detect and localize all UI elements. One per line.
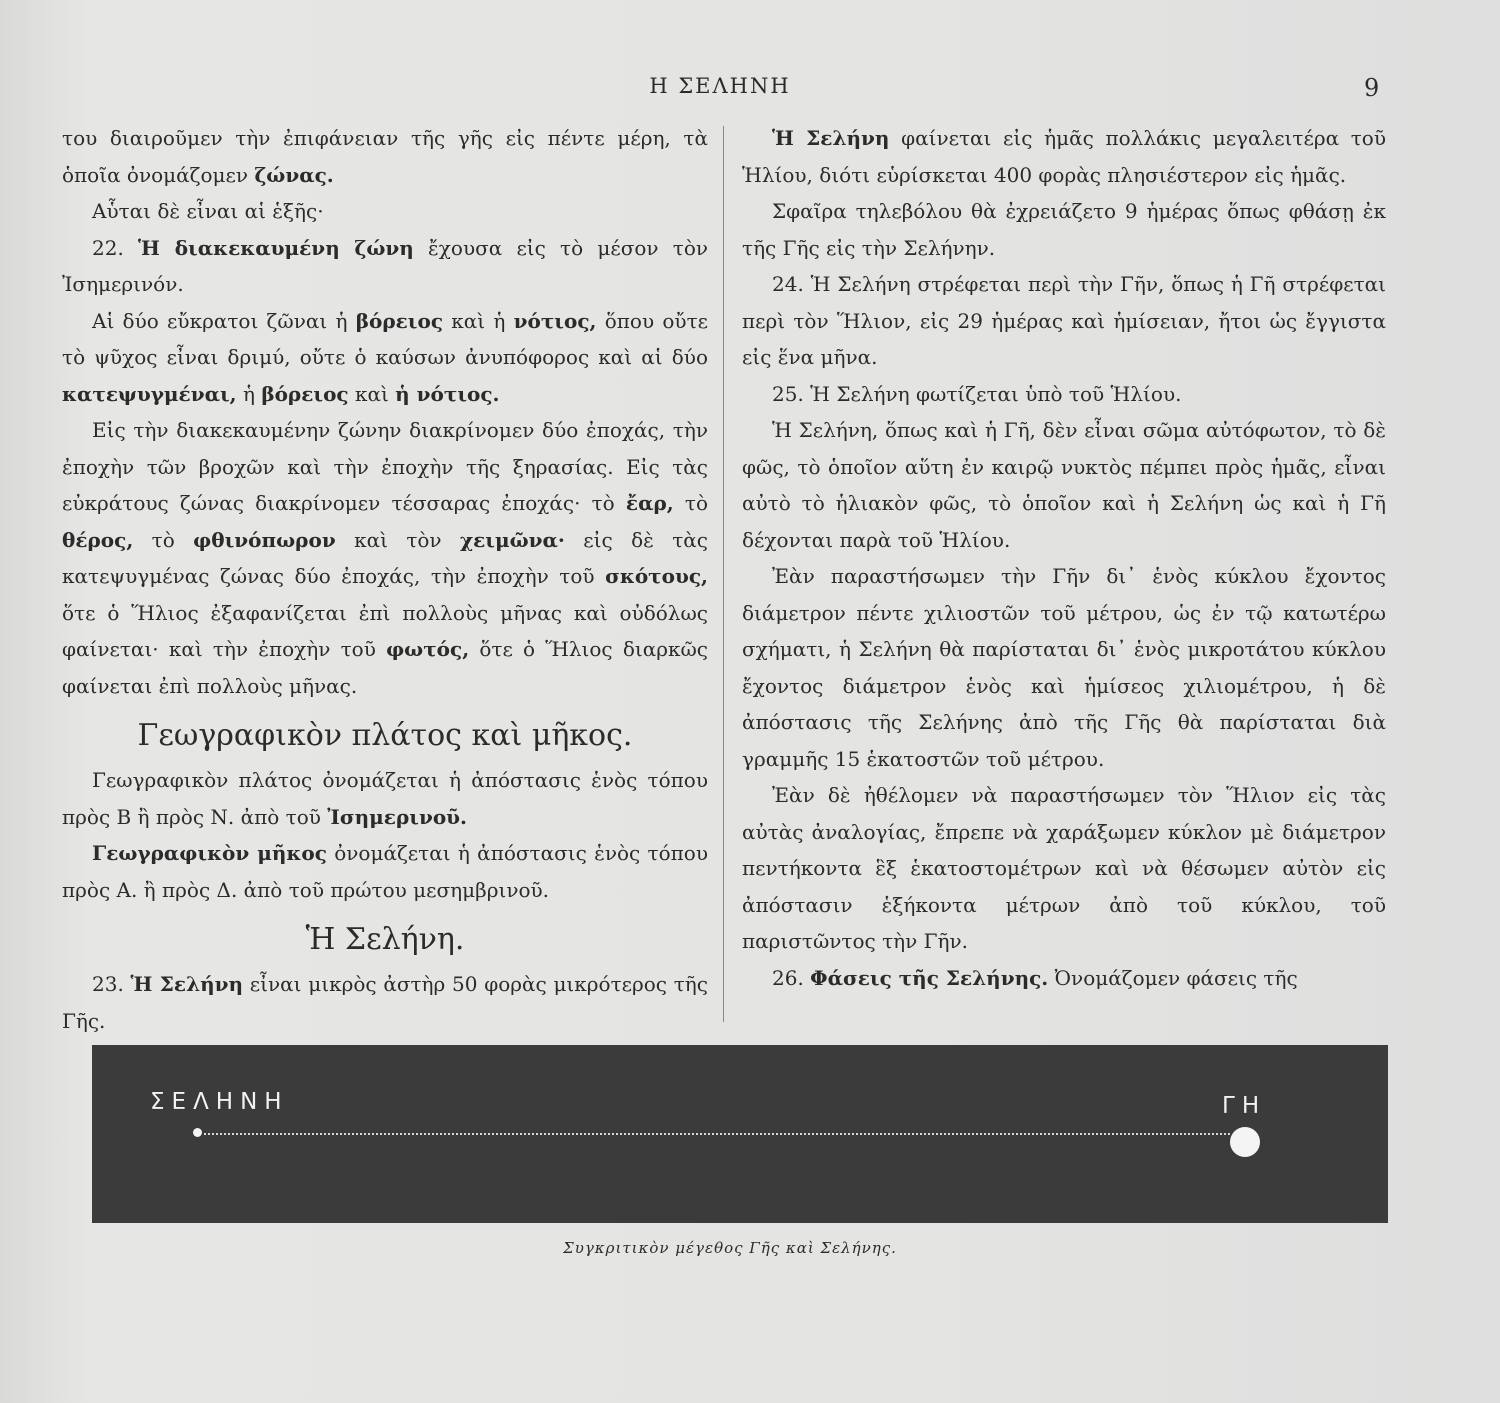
running-header: Η ΣΕΛΗΝΗ — [649, 74, 791, 98]
paragraph: Ἡ Σελήνη, ὅπως καὶ ἡ Γῆ, δὲν εἶναι σῶμα αὐτόφωτον, τὸ δὲ φῶς, τὸ ὁποῖον αὕτη ἐν καιρῷ νυκτὸς πέμπει πρὸς ἡμᾶς, εἶναι αὐτὸ τὸ ἡλιακὸν φῶς, τὸ ὁποῖον καὶ ἡ Σελήνη ὡς καὶ ἡ Γῆ δέχονται παρὰ τοῦ Ἡλίου. — [742, 418, 1386, 552]
moon-earth-figure — [92, 1045, 1388, 1223]
right-column — [742, 120, 1386, 996]
paragraph: του διαιροῦμεν τὴν ἐπιφάνειαν τῆς γῆς εἰς πέντε μέρη, τὰ ὁποῖα ὀνομάζομεν ζώνας. — [62, 126, 708, 187]
figure-caption: Συγκριτικὸν μέγεθος Γῆς καὶ Σελήνης. — [563, 1239, 897, 1257]
paragraph: Ἐὰν παραστήσωμεν τὴν Γῆν δι᾽ ἑνὸς κύκλου ἔχοντος διάμετρον πέντε χιλιοστῶν τοῦ μέτρου, ὡς ἐν τῷ κατωτέρω σχήματι, ἡ Σελήνη θὰ παρίσταται δι᾽ ἑνὸς μικροτάτου κύκλου ἔχοντος διάμετρον ἑνὸς καὶ ἡμίσεος χιλιομέτρου, ἡ δὲ ἀπόστασις τῆς Σελήνης ἀπὸ τῆς Γῆς θὰ παρίσταται διὰ γραμμῆς 15 ἑκατοστῶν τοῦ μέτρου. — [742, 564, 1386, 771]
column-divider — [723, 126, 724, 1022]
distance-line — [204, 1133, 1230, 1135]
paragraph: Γεωγραφικὸν μῆκος ὀνομάζεται ἡ ἀπόστασις ἑνὸς τόπου πρὸς Α. ἢ πρὸς Δ. ἀπὸ τοῦ πρώτου μεσημβρινοῦ. — [62, 841, 709, 902]
moon-dot — [193, 1128, 202, 1137]
paragraph: 26. Φάσεις τῆς Σελήνης. Ὀνομάζομεν φάσεις τῆς — [772, 965, 1298, 990]
left-column — [62, 120, 708, 1039]
section-heading-geography: Γεωγραφικὸν πλάτος καὶ μῆκος. — [137, 718, 633, 753]
paragraph: 25. Ἡ Σελήνη φωτίζεται ὑπὸ τοῦ Ἡλίου. — [772, 381, 1182, 406]
paragraph: 23. Ἡ Σελήνη εἶναι μικρὸς ἀστὴρ 50 φορὰς μικρότερος τῆς Γῆς. — [62, 972, 708, 1033]
paragraph: Ἐὰν δὲ ἠθέλομεν νὰ παραστήσωμεν τὸν Ἥλιον εἰς τὰς αὐτὰς ἀναλογίας, ἔπρεπε νὰ χαράξωμεν κύκλον μὲ διάμετρον πεντήκοντα ἓξ ἑκατοστομέτρων καὶ νὰ θέσωμεν αὐτὸν εἰς ἀπόστασιν ἑξήκοντα μέτρων ἀπὸ τοῦ κύκλου, τοῦ παριστῶντος τὴν Γῆν. — [742, 783, 1386, 953]
paragraph: 22. Ἡ διακεκαυμένη ζώνη ἔχουσα εἰς τὸ μέσον τὸν Ἰσημερινόν. — [62, 235, 709, 296]
earth-dot — [1230, 1127, 1260, 1157]
paragraph: Σφαῖρα τηλεβόλου θὰ ἐχρειάζετο 9 ἡμέρας ὅπως φθάσῃ ἐκ τῆς Γῆς εἰς τὴν Σελήνην. — [742, 199, 1386, 260]
paragraph: Ἡ Σελήνη φαίνεται εἰς ἡμᾶς πολλάκις μεγαλειτέρα τοῦ Ἡλίου, διότι εὑρίσκεται 400 φορὰς πλησιέστερον εἰς ἡμᾶς. — [742, 126, 1387, 187]
paragraph: Αἱ δύο εὔκρατοι ζῶναι ἡ βόρειος καὶ ἡ νότιος, ὅπου οὔτε τὸ ψῦχος εἶναι δριμύ, οὔτε ὁ καύσων ἀνυπόφορος καὶ αἱ δύο κατεψυγμέναι, ἡ βόρειος καὶ ἡ νότιος. — [62, 308, 709, 406]
earth-label: ΓΗ — [1222, 1093, 1267, 1119]
paragraph: Εἰς τὴν διακεκαυμένην ζώνην διακρίνομεν δύο ἐποχάς, τὴν ἐποχὴν τῶν βροχῶν καὶ τὴν ἐποχὴν τῆς ξηρασίας. Εἰς τὰς εὐκράτους ζώνας διακρίνομεν τέσσαρας ἐποχάς· τὸ ἔαρ, τὸ θέρος, τὸ φθινόπωρον καὶ τὸν χειμῶνα· εἰς δὲ τὰς κατεψυγμένας ζώνας δύο ἐποχάς, τὴν ἐποχὴν τοῦ σκότους, ὅτε ὁ Ἥλιος ἐξαφανίζεται ἐπὶ πολλοὺς μῆνας καὶ οὐδόλως φαίνεται· καὶ τὴν ἐποχὴν τοῦ φωτός, ὅτε ὁ Ἥλιος διαρκῶς φαίνεται ἐπὶ πολλοὺς μῆνας. — [62, 418, 709, 698]
moon-label: ΣΕΛΗΝΗ — [150, 1089, 289, 1115]
paragraph: 24. Ἡ Σελήνη στρέφεται περὶ τὴν Γῆν, ὅπως ἡ Γῆ στρέφεται περὶ τὸν Ἥλιον, εἰς 29 ἡμέρας καὶ ἡμίσειαν, ἤτοι ὡς ἔγγιστα εἰς ἕνα μῆνα. — [742, 272, 1386, 369]
paragraph: Αὗται δὲ εἶναι αἱ ἑξῆς· — [92, 199, 324, 223]
page-number: 9 — [1364, 74, 1380, 102]
section-heading-moon: Ἡ Σελήνη. — [305, 922, 465, 957]
paragraph: Γεωγραφικὸν πλάτος ὀνομάζεται ἡ ἀπόστασις ἑνὸς τόπου πρὸς Β ἢ πρὸς Ν. ἀπὸ τοῦ Ἰσημερινοῦ. — [62, 768, 708, 829]
